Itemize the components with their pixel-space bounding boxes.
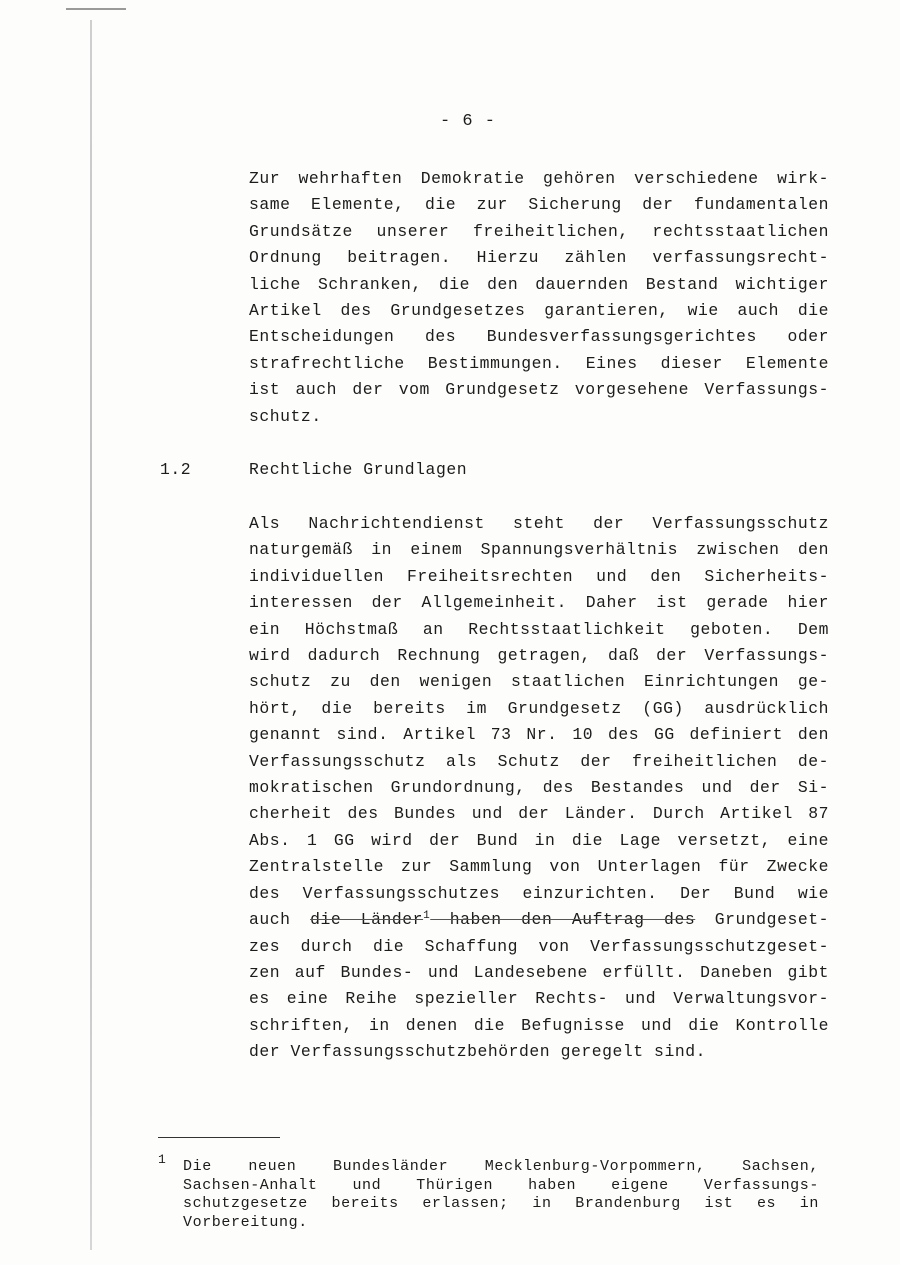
text-line: liche Schranken, die den dauernden Bestand wichtiger [249, 274, 829, 294]
text-line: des Verfassungsschutzes einzurichten. Der Bund wie [249, 883, 829, 903]
section-title: Rechtliche Grundlagen [249, 460, 468, 479]
text-line: same Elemente, die zur Sicherung der fundamentalen [249, 195, 829, 215]
section-number: 1.2 [160, 460, 192, 479]
paragraph-legal-basis [249, 511, 829, 1066]
text-line: zes durch die Schaffung von Verfassungsschutzgeset- [249, 936, 829, 956]
scan-edge-mark [66, 8, 126, 10]
footnote-line: Sachsen-Anhalt und Thürigen haben eigene Verfassungs- [183, 1176, 819, 1194]
text-line: genannt sind. Artikel 73 Nr. 10 des GG definiert den [249, 725, 829, 745]
text-line: schutz. [249, 406, 322, 426]
text-line: ein Höchstmaß an Rechtsstaatlichkeit geboten. Dem [249, 619, 829, 639]
text-line: individuellen Freiheitsrechten und den Sicherheits- [249, 566, 829, 586]
text-fragment: Grundgeset- [695, 910, 829, 930]
text-line: Grundsätze unserer freiheitlichen, rechtsstaatlichen [249, 221, 829, 241]
text-line: schriften, in denen die Befugnisse und die Kontrolle [249, 1015, 829, 1035]
text-line: Ordnung beitragen. Hierzu zählen verfassungsrecht- [249, 248, 829, 268]
text-line: schutz zu den wenigen staatlichen Einrichtungen ge- [249, 672, 829, 692]
text-line: ist auch der vom Grundgesetz vorgesehene Verfassungs- [249, 380, 829, 400]
page-number: - 6 - [440, 112, 497, 131]
footnote-divider [158, 1137, 280, 1138]
text-line: interessen der Allgemeinheit. Daher ist gerade hier [249, 593, 829, 613]
text-line: strafrechtliche Bestimmungen. Eines dieser Elemente [249, 353, 829, 373]
footnote-line: Vorbereitung. [183, 1213, 308, 1231]
footnote-line: schutzgesetze bereits erlassen; in Brandenburg ist es in [183, 1195, 819, 1212]
text-line: Als Nachrichtendienst steht der Verfassungsschutz [249, 514, 829, 533]
text-line: Zur wehrhaften Demokratie gehören verschiedene wirk- [249, 169, 829, 188]
footnote-text [183, 1158, 819, 1232]
text-line: mokratischen Grundordnung, des Bestandes und der Si- [249, 778, 829, 798]
text-line-with-correction [249, 907, 829, 933]
text-line: Artikel des Grundgesetzes garantieren, wie auch die [249, 301, 829, 321]
struck-text: die Länder [310, 910, 424, 930]
text-line: naturgemäß in einem Spannungsverhältnis zwischen den [249, 540, 829, 560]
text-line: Abs. 1 GG wird der Bund in die Lage versetzt, eine [249, 830, 829, 850]
footnote-line: Die neuen Bundesländer Mecklenburg-Vorpommern, Sachsen, [183, 1158, 819, 1175]
binding-edge-line [90, 20, 92, 1250]
text-fragment: auch [249, 910, 311, 930]
text-line: hört, die bereits im Grundgesetz (GG) ausdrücklich [249, 698, 829, 718]
text-line: der Verfassungsschutzbehörden geregelt sind. [249, 1042, 706, 1062]
text-line: Zentralstelle zur Sammlung von Unterlagen für Zwecke [249, 857, 829, 877]
text-line: wird dadurch Rechnung getragen, daß der Verfassungs- [249, 646, 829, 666]
footnote-marker: 1 [158, 1152, 166, 1167]
paragraph-intro [249, 166, 829, 430]
struck-text: haben den Auftrag des [430, 910, 696, 930]
text-line: cherheit des Bundes und der Länder. Durch Artikel 87 [249, 804, 829, 824]
text-line: Verfassungsschutz als Schutz der freiheitlichen de- [249, 751, 829, 771]
text-line: Entscheidungen des Bundesverfassungsgerichtes oder [249, 327, 829, 347]
text-line: es eine Reihe spezieller Rechts- und Verwaltungsvor- [249, 989, 829, 1009]
footnote-reference[interactable]: 1 [423, 910, 431, 923]
text-line: zen auf Bundes- und Landesebene erfüllt. Daneben gibt [249, 962, 829, 982]
